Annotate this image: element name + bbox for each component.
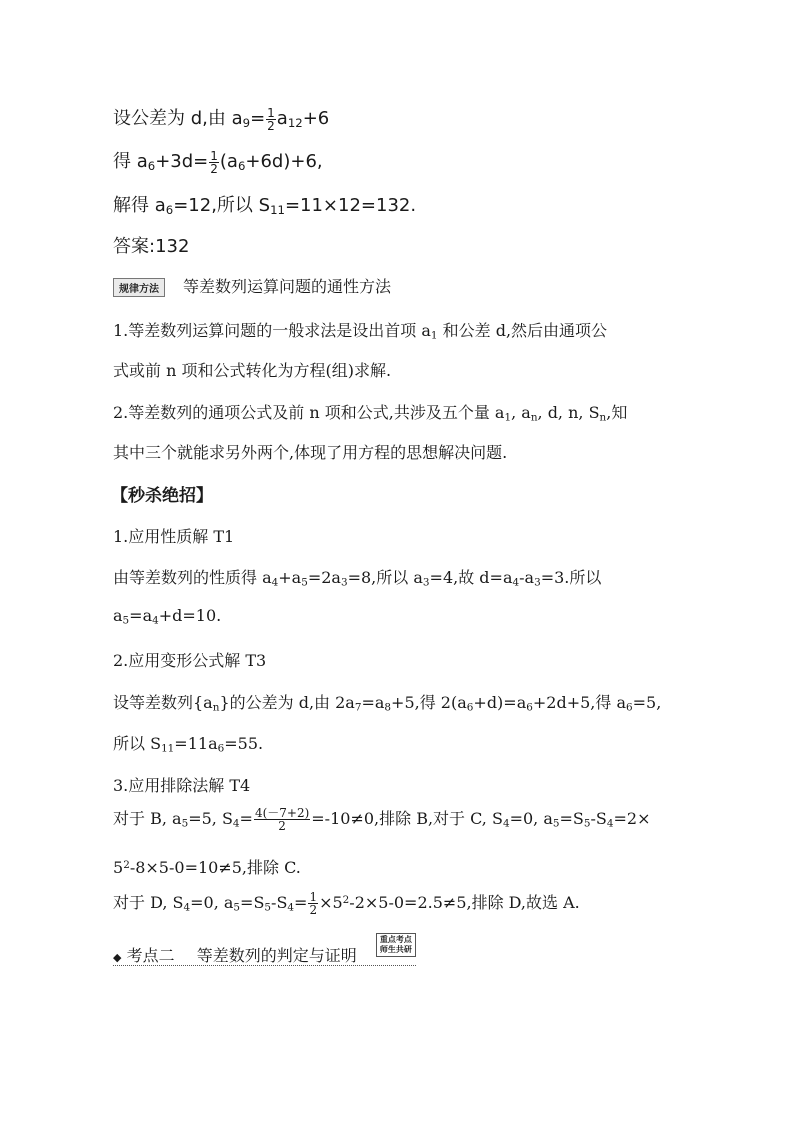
text: 得 a — [113, 151, 148, 172]
text: =11a — [174, 734, 218, 753]
subscript: 12 — [287, 115, 303, 130]
derivation-line-2 — [113, 147, 323, 175]
text: = — [250, 108, 266, 129]
trick-2-line-2 — [113, 731, 263, 755]
text: 5 — [113, 858, 124, 877]
subscript: 6 — [165, 202, 174, 217]
subscript: 4 — [287, 901, 295, 914]
text: (a — [219, 151, 238, 172]
subscript: 6 — [526, 701, 533, 714]
subscript: 6 — [217, 742, 225, 755]
method-paragraph-2-line-1 — [113, 400, 627, 424]
text: 所以 S — [113, 734, 162, 753]
subscript: 7 — [354, 701, 362, 714]
trick-3-line-2 — [113, 855, 301, 878]
text: =S — [240, 893, 265, 912]
text: -S — [271, 893, 288, 912]
fraction — [308, 891, 318, 916]
text: =5, S — [188, 809, 233, 828]
subscript: 4 — [502, 817, 510, 830]
text: }的公差为 d,由 2a — [219, 693, 355, 712]
subscript: 5 — [264, 901, 272, 914]
subscript: 8 — [384, 701, 392, 714]
subscript: n — [530, 411, 538, 424]
text: +d=10. — [158, 606, 222, 625]
text: 1.等差数列运算问题的一般求法是设出首项 a — [113, 321, 431, 340]
text: 2.等差数列的通项公式及前 n 项和公式,共涉及五个量 a — [113, 403, 505, 422]
text: =4,故 d=a — [429, 568, 513, 587]
subscript: 6 — [237, 158, 246, 173]
answer-line — [113, 232, 189, 258]
subscript: 11 — [161, 742, 175, 755]
trick-2-line-1 — [113, 690, 661, 714]
method-paragraph-2-line-2 — [113, 440, 507, 463]
subscript: 5 — [552, 817, 560, 830]
numerator: 4(－7+2) — [254, 806, 310, 820]
fraction — [266, 107, 276, 132]
subscript: 1 — [504, 411, 512, 424]
text: 2.应用变形公式解 T3 — [113, 651, 267, 670]
text: =0, a — [190, 893, 234, 912]
text: =3.所以 — [540, 568, 602, 587]
subscript: 4 — [232, 817, 240, 830]
text: =a — [361, 693, 385, 712]
trick-heading — [111, 481, 213, 506]
subscript: 5 — [122, 614, 130, 627]
text: , a — [511, 403, 531, 422]
superscript: 2 — [123, 858, 130, 871]
subscript: 3 — [340, 576, 348, 589]
text: =S — [559, 809, 584, 828]
trick-3-line-3 — [113, 890, 580, 916]
text: = — [294, 893, 308, 912]
text: =12,所以 S — [173, 195, 271, 216]
trick-1-line-2 — [113, 606, 221, 627]
numerator: 1 — [309, 890, 318, 904]
denominator: 2 — [267, 118, 275, 133]
method-paragraph-1-line-1 — [113, 318, 607, 342]
text: +6d)+6, — [245, 151, 323, 172]
text: +5,得 2(a — [391, 693, 467, 712]
text: ×5 — [319, 893, 343, 912]
subscript: 4 — [271, 576, 279, 589]
text: 和公差 d,然后由通项公 — [437, 321, 608, 340]
text: 式或前 n 项和公式转化为方程(组)求解. — [113, 361, 392, 380]
text: , d, n, S — [537, 403, 600, 422]
text: ,知 — [606, 403, 628, 422]
text: -8×5-0=10≠5,排除 C. — [129, 858, 301, 877]
badge-line-2: 师生共研 — [379, 945, 412, 954]
text: +2d+5,得 a — [532, 693, 627, 712]
denominator: 2 — [210, 161, 218, 176]
text: a — [113, 606, 123, 625]
dotted-rule — [113, 965, 416, 966]
text: =2a — [307, 568, 341, 587]
trick-3-title — [113, 773, 250, 796]
numerator: 1 — [210, 148, 218, 163]
subscript: 6 — [466, 701, 474, 714]
text: =5, — [632, 693, 662, 712]
text: 解得 a — [113, 195, 166, 216]
text: 1.应用性质解 T1 — [113, 527, 235, 546]
denominator: 2 — [309, 903, 318, 917]
method-paragraph-1-line-2 — [113, 358, 391, 381]
trick-2-title — [113, 648, 266, 671]
text: =-10≠0,排除 B,对于 C, S — [311, 809, 503, 828]
fraction — [209, 150, 219, 175]
subscript: 4 — [183, 901, 191, 914]
text: 对于 B, a — [113, 809, 182, 828]
derivation-line-3 — [113, 191, 416, 217]
text: 由等差数列的性质得 a — [113, 568, 272, 587]
subscript: 6 — [147, 158, 156, 173]
subscript: 11 — [270, 202, 285, 217]
trick-1-title — [113, 524, 234, 547]
text: = — [239, 809, 253, 828]
text: -2×5-0=2.5≠5,排除 D,故选 A. — [349, 893, 580, 912]
subscript: 4 — [152, 614, 159, 627]
text: +3d= — [155, 151, 209, 172]
subscript: 5 — [583, 817, 591, 830]
subscript: 5 — [301, 576, 308, 589]
method-header — [113, 274, 391, 297]
section-heading — [113, 935, 416, 966]
numerator: 1 — [267, 105, 275, 120]
section-badge — [376, 933, 416, 957]
text: =8,所以 a — [347, 568, 423, 587]
text: -S — [590, 809, 607, 828]
text: 【秒杀绝招】 — [111, 486, 213, 506]
subscript: 6 — [626, 701, 633, 714]
text: 其中三个就能求另外两个,体现了用方程的思想解决问题. — [113, 443, 508, 462]
text: +a — [278, 568, 302, 587]
fraction — [254, 807, 310, 832]
subscript: 3 — [422, 576, 430, 589]
denominator: 2 — [254, 819, 310, 832]
subscript: 3 — [534, 576, 541, 589]
subscript: n — [599, 411, 607, 424]
superscript: 2 — [342, 893, 350, 906]
answer-text: 答案:132 — [113, 236, 190, 257]
text: 设等差数列{a — [113, 693, 213, 712]
method-tag: 规律方法 — [113, 278, 165, 297]
section-label: 考点二 — [126, 946, 175, 965]
trick-1-line-1 — [113, 565, 601, 589]
text: +6 — [302, 108, 330, 129]
subscript: 9 — [242, 115, 251, 130]
text: +d)=a — [473, 693, 527, 712]
subscript: 5 — [181, 817, 189, 830]
subscript: n — [212, 701, 220, 714]
subscript: 4 — [512, 576, 520, 589]
subscript: 5 — [233, 901, 241, 914]
text: =55. — [224, 734, 264, 753]
text: a — [276, 108, 288, 129]
text: 3.应用排除法解 T4 — [113, 776, 251, 795]
method-title: 等差数列运算问题的通性方法 — [183, 277, 392, 296]
section-title: 等差数列的判定与证明 — [196, 946, 357, 965]
trick-3-line-1 — [113, 806, 650, 832]
text: =2× — [613, 809, 651, 828]
text: =11×12=132. — [284, 195, 417, 216]
text: =a — [129, 606, 153, 625]
text: =0, a — [509, 809, 553, 828]
text: -a — [519, 568, 535, 587]
text: 对于 D, S — [113, 893, 184, 912]
subscript: 1 — [430, 329, 438, 342]
derivation-line-1 — [113, 104, 329, 132]
badge-line-1: 重点考点 — [379, 935, 412, 944]
text: 设公差为 d,由 a — [113, 108, 243, 129]
subscript: 4 — [606, 817, 614, 830]
diamond-bullet-icon: ◆ — [113, 951, 122, 964]
